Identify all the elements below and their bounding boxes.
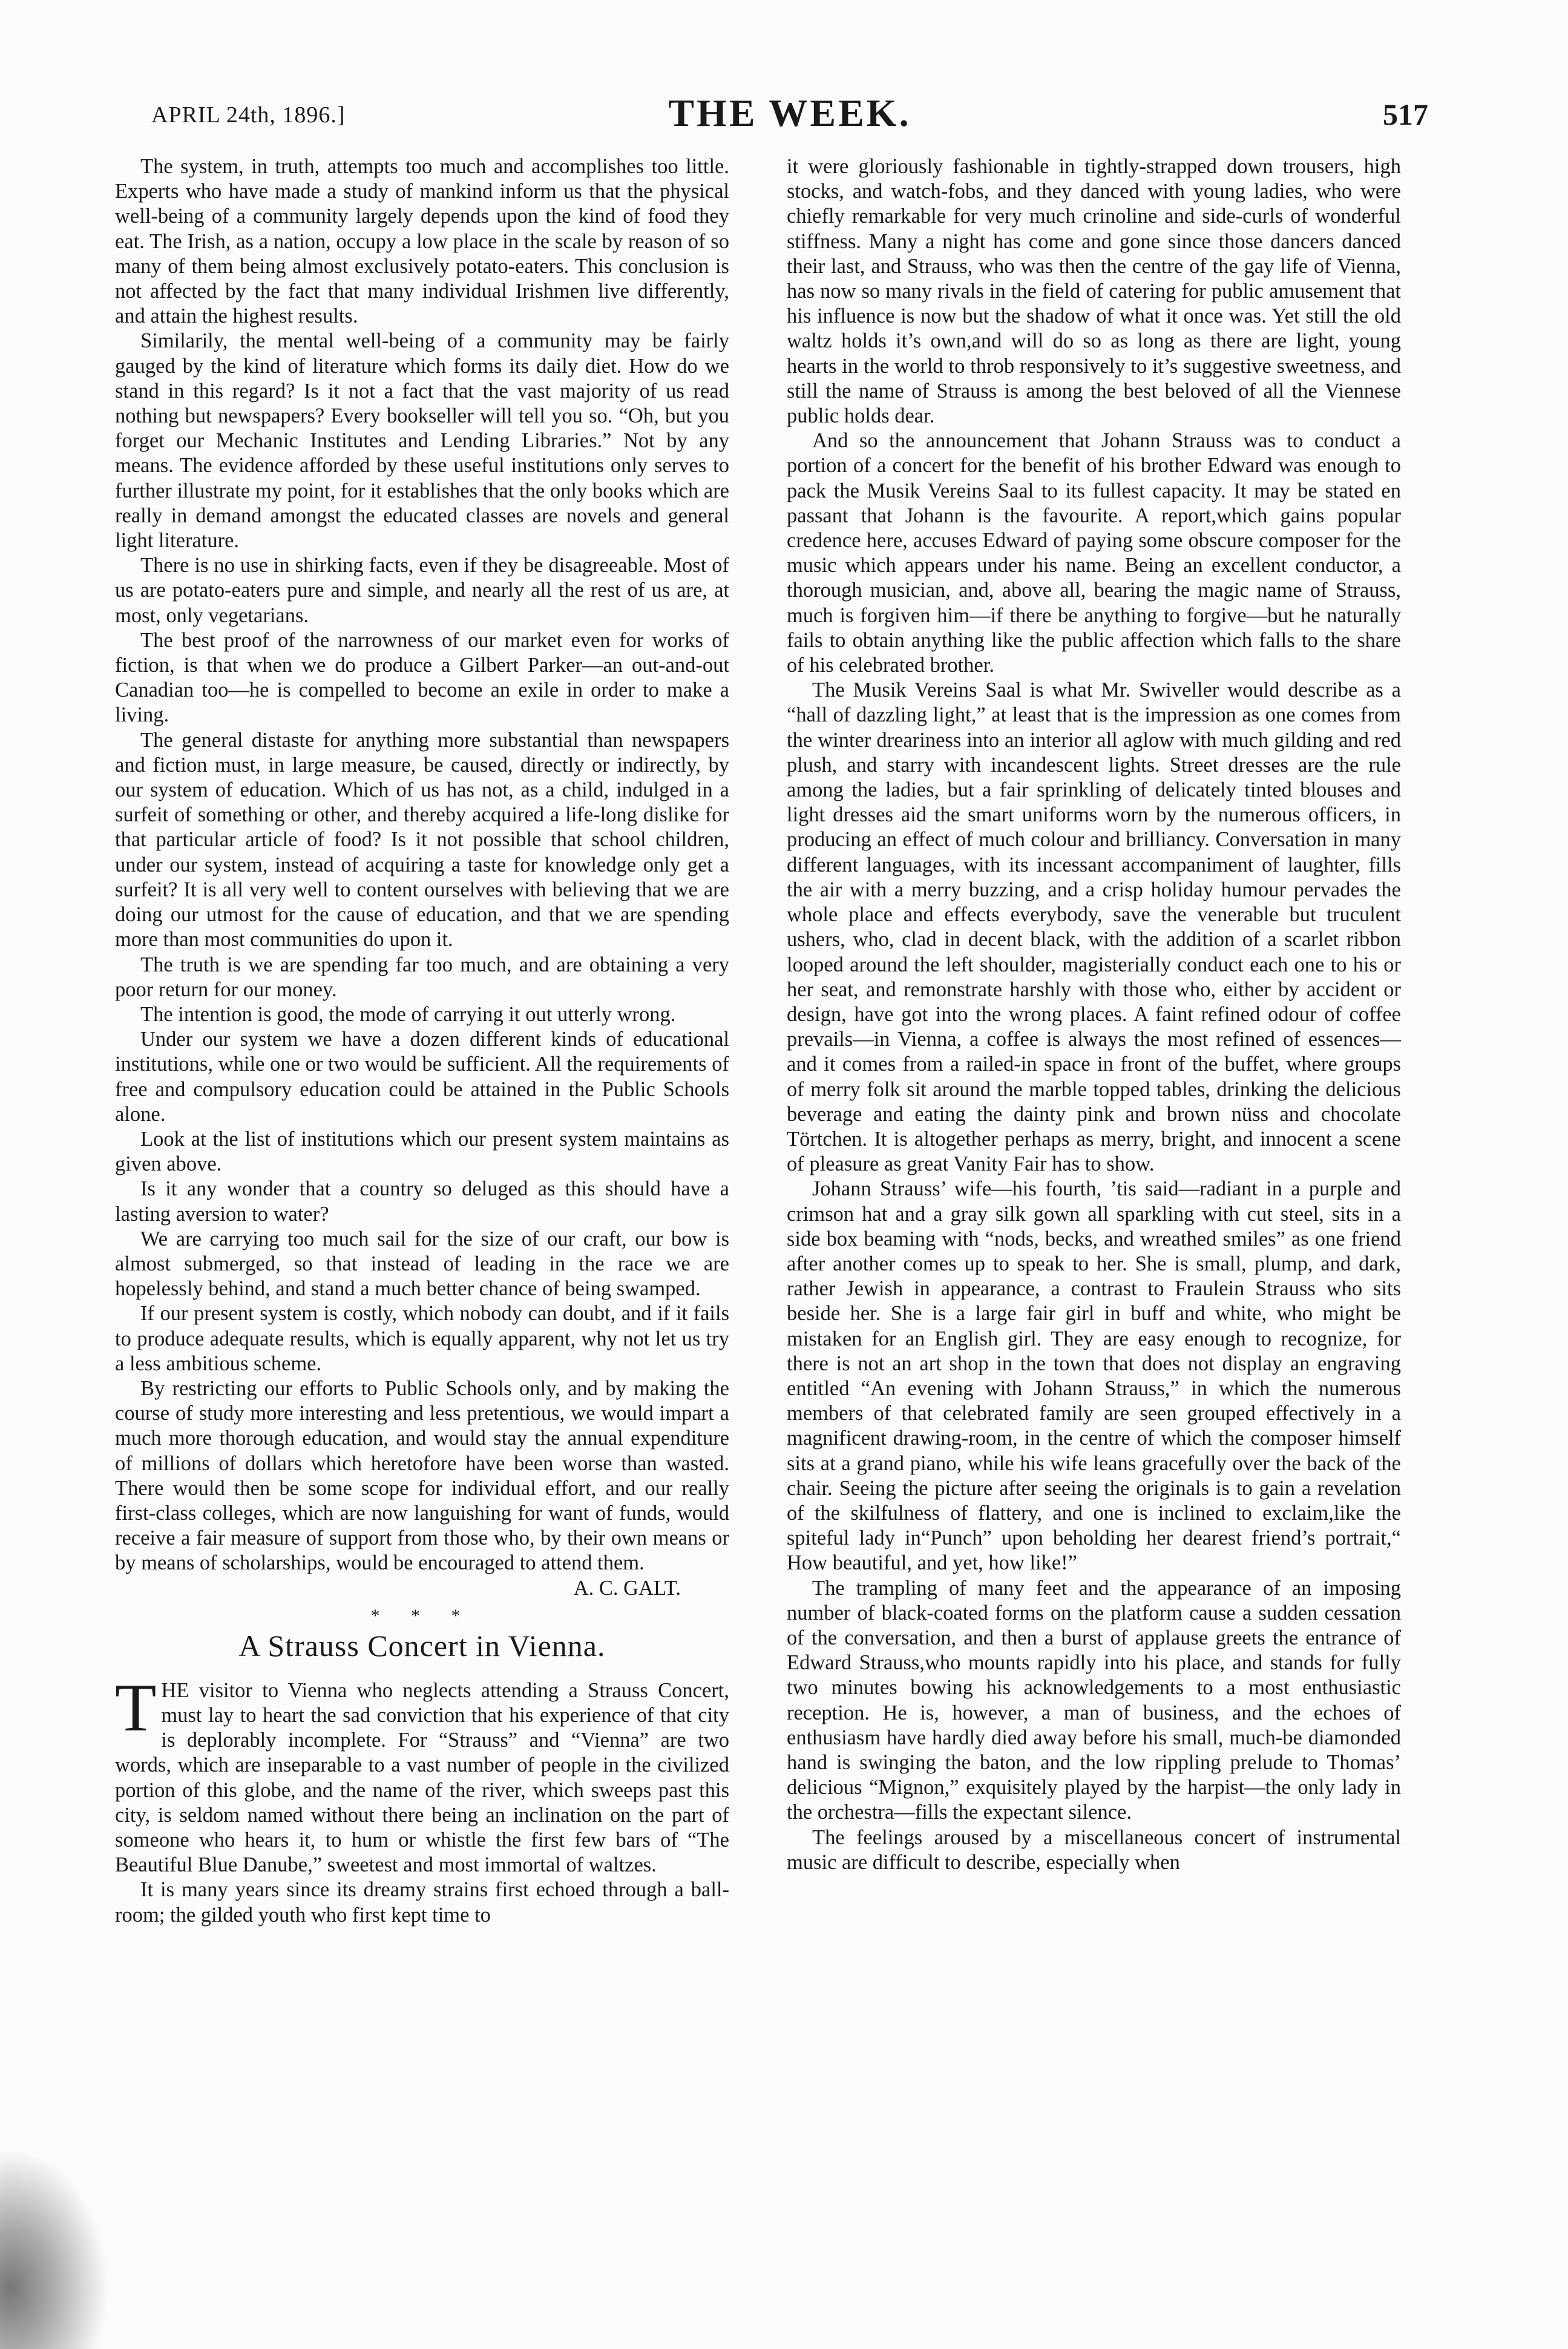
paragraph: By restricting our efforts to Public Schools only, and by making the course of study more interesting and less pretentious, we would impart a much more thorough education, and would stay the annual expenditure of millions of dollars which heretofore have been worse than wasted. There would then be some scope for individual effort, and our really first-class colleges, which are now languishing for want of funds, would receive a fair measure of support from those who, by their own means or by means of scholarships, would be encouraged to attend them.: [115, 1376, 729, 1575]
left-column: [115, 154, 729, 1928]
paragraph: Johann Strauss’ wife—his fourth, ’tis said—radiant in a purple and crimson hat and a gray silk gown all sparkling with cut steel, sits in a side box beaming with “nods, becks, and wreathed smiles” as one friend after another comes up to speak to her. She is small, plump, and dark, rather Jewish in appearance, a contrast to Fraulein Strauss who sits beside her. She is a large fair girl in buff and white, who might be mistaken for an English girl. They are easy enough to recognize, for there is not an art shop in the town that does not display an engraving entitled “An evening with Johann Strauss,” in which the numerous members of that celebrated family are seen grouped effectively in a magnificent drawing-room, in the centre of which the composer himself sits at a grand piano, while his wife leans gracefully over the back of the chair. Seeing the picture after seeing the originals is to gain a revelation of the skilfulness of flattery, and one is inclined to exclaim,like the spiteful lady in“Punch” upon beholding her dearest friend’s portrait,“ How beautiful, and yet, how like!”: [787, 1177, 1401, 1575]
scan-edge-shadow: [0, 2149, 109, 2349]
paragraph: The best proof of the narrowness of our market even for works of fiction, is that when we do produce a Gilbert Parker—an out-and-out Canadian too—he is compelled to become an exile in order to make a living.: [115, 628, 729, 727]
article-title: A Strauss Concert in Vienna.: [238, 1628, 606, 1663]
paragraph: Similarily, the mental well-being of a community may be fairly gauged by the kind of literature which forms its daily diet. How do we stand in this regard? Is it not a fact that the vast majority of us read nothing but newspapers? Every bookseller will tell you so. “Oh, but you forget our Mechanic Institutes and Lending Libraries.” Not by any means. The evidence afforded by these useful institutions only serves to further illustrate my point, for it establishes that the only books which are really in demand amongst the educated classes are novels and general light literature.: [115, 329, 729, 553]
paragraph: The feelings aroused by a miscellaneous concert of instrumental music are difficult to describe, especially when: [787, 1825, 1401, 1874]
paragraph: Under our system we have a dozen different kinds of educational institutions, while one or two would be sufficient. All the requirements of free and compulsory education could be attained in the Public Schools alone.: [115, 1028, 729, 1126]
running-head: [151, 91, 1428, 145]
issue-date: APRIL 24th, 1896.]: [151, 102, 346, 128]
paragraph: The trampling of many feet and the appearance of an imposing number of black-coated forms on the platform cause a sudden cessation of the conversation, and then a burst of applause greets the entrance of Edward Strauss,who mounts rapidly into his place, and stands for fully two minutes bowing his acknowledgements to a most enthusiastic reception. He is, however, a man of business, and the echoes of enthusiasm have hardly died away before his small, much-be diamonded hand is swinging the baton, and the low rippling prelude to Thomas’ delicious “Mignon,” exquisitely played by the harpist—the only lady in the orchestra—fills the expectant silence.: [787, 1576, 1401, 1824]
paragraph-text: HE visitor to Vienna who neglects attending a Strauss Concert, must lay to heart the sad conviction that his experience of that city is deplorably incomplete. For “Strauss” and “Vienna” are two words, which are inseparable to a vast number of people in the civilized portion of this globe, and the name of the river, which sweeps past this city, is seldom named without there being an inclination on the part of someone who hears it, to hum or whistle the first few bars of “The Beautiful Blue Danube,” sweetest and most immortal of waltzes.: [115, 1678, 729, 1877]
paragraph: It is many years since its dreamy strains first echoed through a ball-room; the gilded youth who first kept time to: [115, 1878, 729, 1927]
article-opening-paragraph: [115, 1670, 729, 1878]
paragraph: There is no use in shirking facts, even if they be disagreeable. Most of us are potato-eaters pure and simple, and nearly all the rest of us are, at most, only vegetarians.: [115, 554, 729, 627]
publication-title: THE WEEK.: [668, 91, 911, 134]
paragraph: The Musik Vereins Saal is what Mr. Swiveller would describe as a “hall of dazzling light,” at least that is the impression as one comes from the winter dreariness into an interior all aglow with much gilding and red plush, and starry with incandescent lights. Street dresses are the rule among the ladies, but a fair sprinkling of delicately tinted blouses and light dresses aid the smart uniforms worn by the numerous officers, in producing an effect of much colour and brilliancy. Conversation in many different languages, with its incessant accompaniment of laughter, fills the air with a merry buzzing, and a crisp holiday humour pervades the whole place and effects everybody, save the venerable but truculent ushers, who, clad in decent black, with the addition of a scarlet ribbon looped around the left shoulder, magisterially conduct each one to his or her seat, and remonstrate harshly with those who, either by accident or design, have got into the wrong places. A faint refined odour of coffee prevails—in Vienna, a coffee is always the most refined of essences—and it comes from a railed-in space in front of the buffet, where groups of merry folk sit around the marble topped tables, drinking the delicious beverage and eating the dainty pink and brown nüss and chocolate Törtchen. It is altogether perhaps as merry, bright, and innocent a scene of pleasure as great Vanity Fair has to show.: [787, 678, 1401, 1176]
section-divider: * * *: [370, 1605, 474, 1626]
author-signature: A. C. GALT.: [573, 1576, 681, 1600]
paragraph-continuation: it were gloriously fashionable in tightly-strapped down trousers, high stocks, and watch-fobs, and they danced with young ladies, who were chiefly remarkable for very much crinoline and side-curls of wonderful stiffness. Many a night has come and gone since those dancers danced their last, and Strauss, who was then the centre of the gay life of Vienna, has now so many rivals in the field of catering for public amusement that his influence is now but the shadow of what it once was. Yet still the old waltz holds it’s own,and will do so as long as there are light, young hearts in the world to throb responsively to it’s suggestive sweetness, and still the name of Strauss is among the best beloved of all the Viennese public holds dear.: [787, 155, 1401, 428]
page-number: 517: [1383, 97, 1428, 131]
paragraph: And so the announcement that Johann Strauss was to conduct a portion of a concert for the benefit of his brother Edward was enough to pack the Musik Vereins Saal to its fullest capacity. It may be stated en passant that Johann is the favourite. A report,which gains popular credence here, accuses Edward of paying some obscure composer for the music which appears under his name. Being an excellent conductor, a thorough musician, and, above all, bearing the magic name of Strauss, much is forgiven him—if there be anything to forgive—but he naturally fails to obtain anything like the public affection which falls to the share of his celebrated brother.: [787, 429, 1401, 677]
paragraph: We are carrying too much sail for the size of our craft, our bow is almost submerged, so that instead of leading in the race we are hopelessly behind, and stand a much better chance of being swamped.: [115, 1227, 729, 1301]
paragraph: Is it any wonder that a country so deluged as this should have a lasting aversion to water?: [115, 1177, 729, 1226]
right-column: [787, 154, 1401, 1875]
paragraph: The truth is we are spending far too much, and are obtaining a very poor return for our money.: [115, 953, 729, 1001]
paragraph: The general distaste for anything more substantial than newspapers and fiction must, in large measure, be caused, directly or indirectly, by our system of education. Which of us has not, as a child, indulged in a surfeit of something or other, and thereby acquired a life-long dislike for that particular article of food? Is it not possible that school children, under our system, instead of acquiring a taste for knowledge only get a surfeit? It is all very well to content ourselves with believing that we are doing our utmost for the cause of education, and that we are spending more than most communities do upon it.: [115, 728, 729, 951]
paragraph: If our present system is costly, which nobody can doubt, and if it fails to produce adequate results, which is equally apparent, why not let us try a less ambitious scheme.: [115, 1302, 729, 1375]
drop-cap: T: [115, 1670, 157, 1746]
paragraph: The intention is good, the mode of carrying it out utterly wrong.: [140, 1002, 676, 1026]
paragraph: Look at the list of institutions which our present system maintains as given above.: [115, 1127, 729, 1176]
paragraph: The system, in truth, attempts too much and accomplishes too little. Experts who have made a study of mankind inform us that the physical well-being of a community largely depends upon the kind of food they eat. The Irish, as a nation, occupy a low place in the scale by reason of so many of them being almost exclusively potato-eaters. This conclusion is not affected by the fact that many individual Irishmen live differently, and attain the highest results.: [115, 155, 729, 328]
